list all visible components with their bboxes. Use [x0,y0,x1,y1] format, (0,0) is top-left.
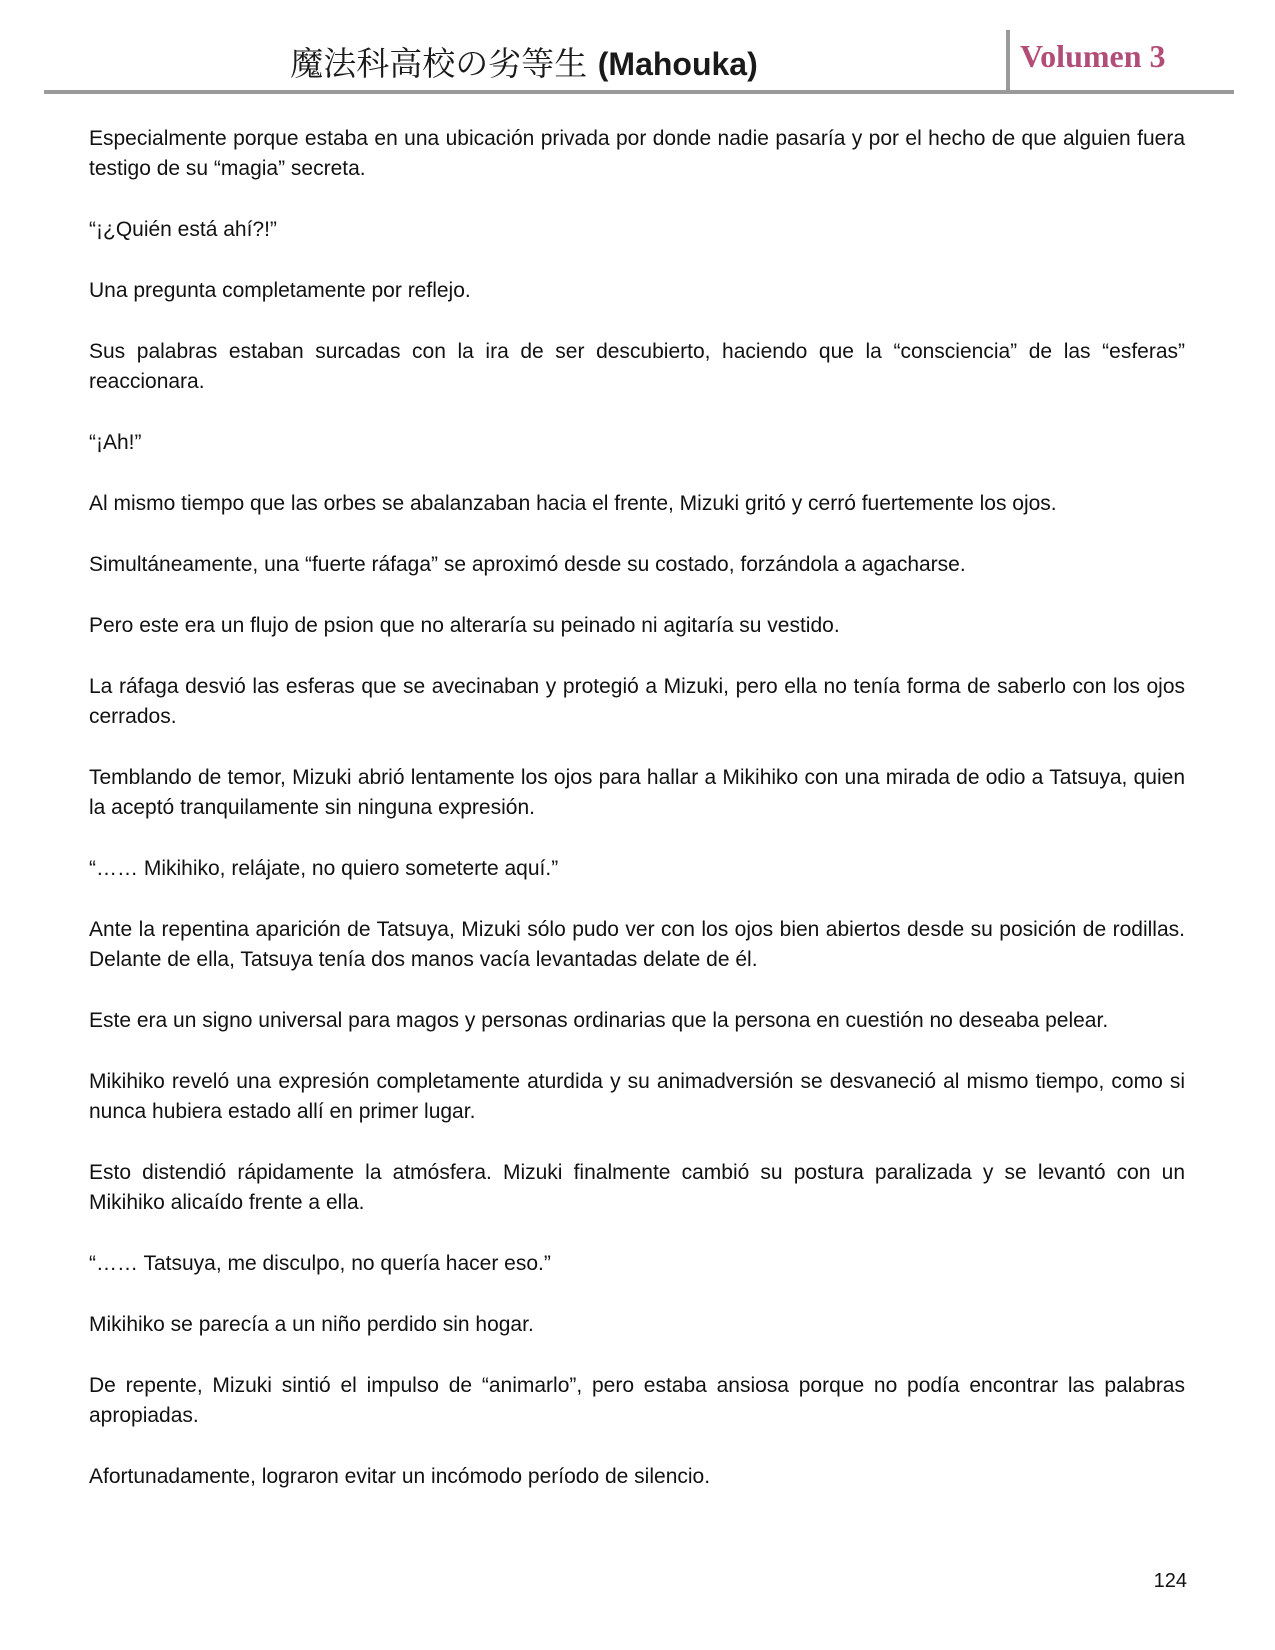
page-number: 124 [1153,1570,1187,1592]
page-header [44,28,1234,92]
header-rule [44,90,1234,94]
paragraph: “…… Tatsuya, me disculpo, no quería hacer eso.” [89,1252,551,1275]
paragraph: Al mismo tiempo que las orbes se abalanzaban hacia el frente, Mizuki gritó y cerró fuertemente los ojos. [89,492,1057,515]
paragraph: Temblando de temor, Mizuki abrió lentamente los ojos para hallar a Mikihiko con una mirada de odio a Tatsuya, quien la aceptó tranquilamente sin ninguna expresión. [89,766,1185,819]
header-title-latin: (Mahouka) [597,46,758,82]
paragraph: La ráfaga desvió las esferas que se avecinaban y protegió a Mizuki, pero ella no tenía forma de saberlo con los ojos cerrados. [89,675,1185,728]
paragraph: Una pregunta completamente por reflejo. [89,279,471,302]
header-title [44,38,1004,85]
paragraph: Este era un signo universal para magos y personas ordinarias que la persona en cuestión no deseaba pelear. [89,1009,1109,1032]
header-vertical-divider [1006,30,1010,92]
paragraph: “¡¿Quién está ahí?!” [89,218,277,241]
paragraph: Pero este era un flujo de psion que no alteraría su peinado ni agitaría su vestido. [89,614,840,637]
paragraph: Sus palabras estaban surcadas con la ira de ser descubierto, haciendo que la “consciencia” de las “esferas” reaccionara. [89,340,1185,393]
header-title-japanese: 魔法科高校の劣等生 [290,44,588,83]
paragraph: Afortunadamente, lograron evitar un incómodo período de silencio. [89,1465,711,1488]
paragraph: “…… Mikihiko, relájate, no quiero someterte aquí.” [89,857,559,880]
paragraph: Esto distendió rápidamente la atmósfera. Mizuki finalmente cambió su postura paralizada y se levantó con un Mikihiko alicaído frente a ella. [89,1161,1185,1214]
paragraph: “¡Ah!” [89,431,142,454]
paragraph: De repente, Mizuki sintió el impulso de “animarlo”, pero estaba ansiosa porque no podía encontrar las palabras apropiadas. [89,1374,1185,1427]
paragraph: Simultáneamente, una “fuerte ráfaga” se aproximó desde su costado, forzándola a agacharse. [89,553,966,576]
header-volume-label: Volumen 3 [1020,38,1166,74]
paragraph: Ante la repentina aparición de Tatsuya, Mizuki sólo pudo ver con los ojos bien abiertos desde su posición de rodillas. Delante de ella, Tatsuya tenía dos manos vacía levantadas delate de él. [89,918,1185,971]
paragraph: Mikihiko reveló una expresión completamente aturdida y su animadversión se desvaneció al mismo tiempo, como si nunca hubiera estado allí en primer lugar. [89,1070,1185,1123]
paragraph: Especialmente porque estaba en una ubicación privada por donde nadie pasaría y por el hecho de que alguien fuera testigo de su “magia” secreta. [89,127,1185,180]
body-text [89,124,1185,1523]
paragraph: Mikihiko se parecía a un niño perdido sin hogar. [89,1313,534,1336]
